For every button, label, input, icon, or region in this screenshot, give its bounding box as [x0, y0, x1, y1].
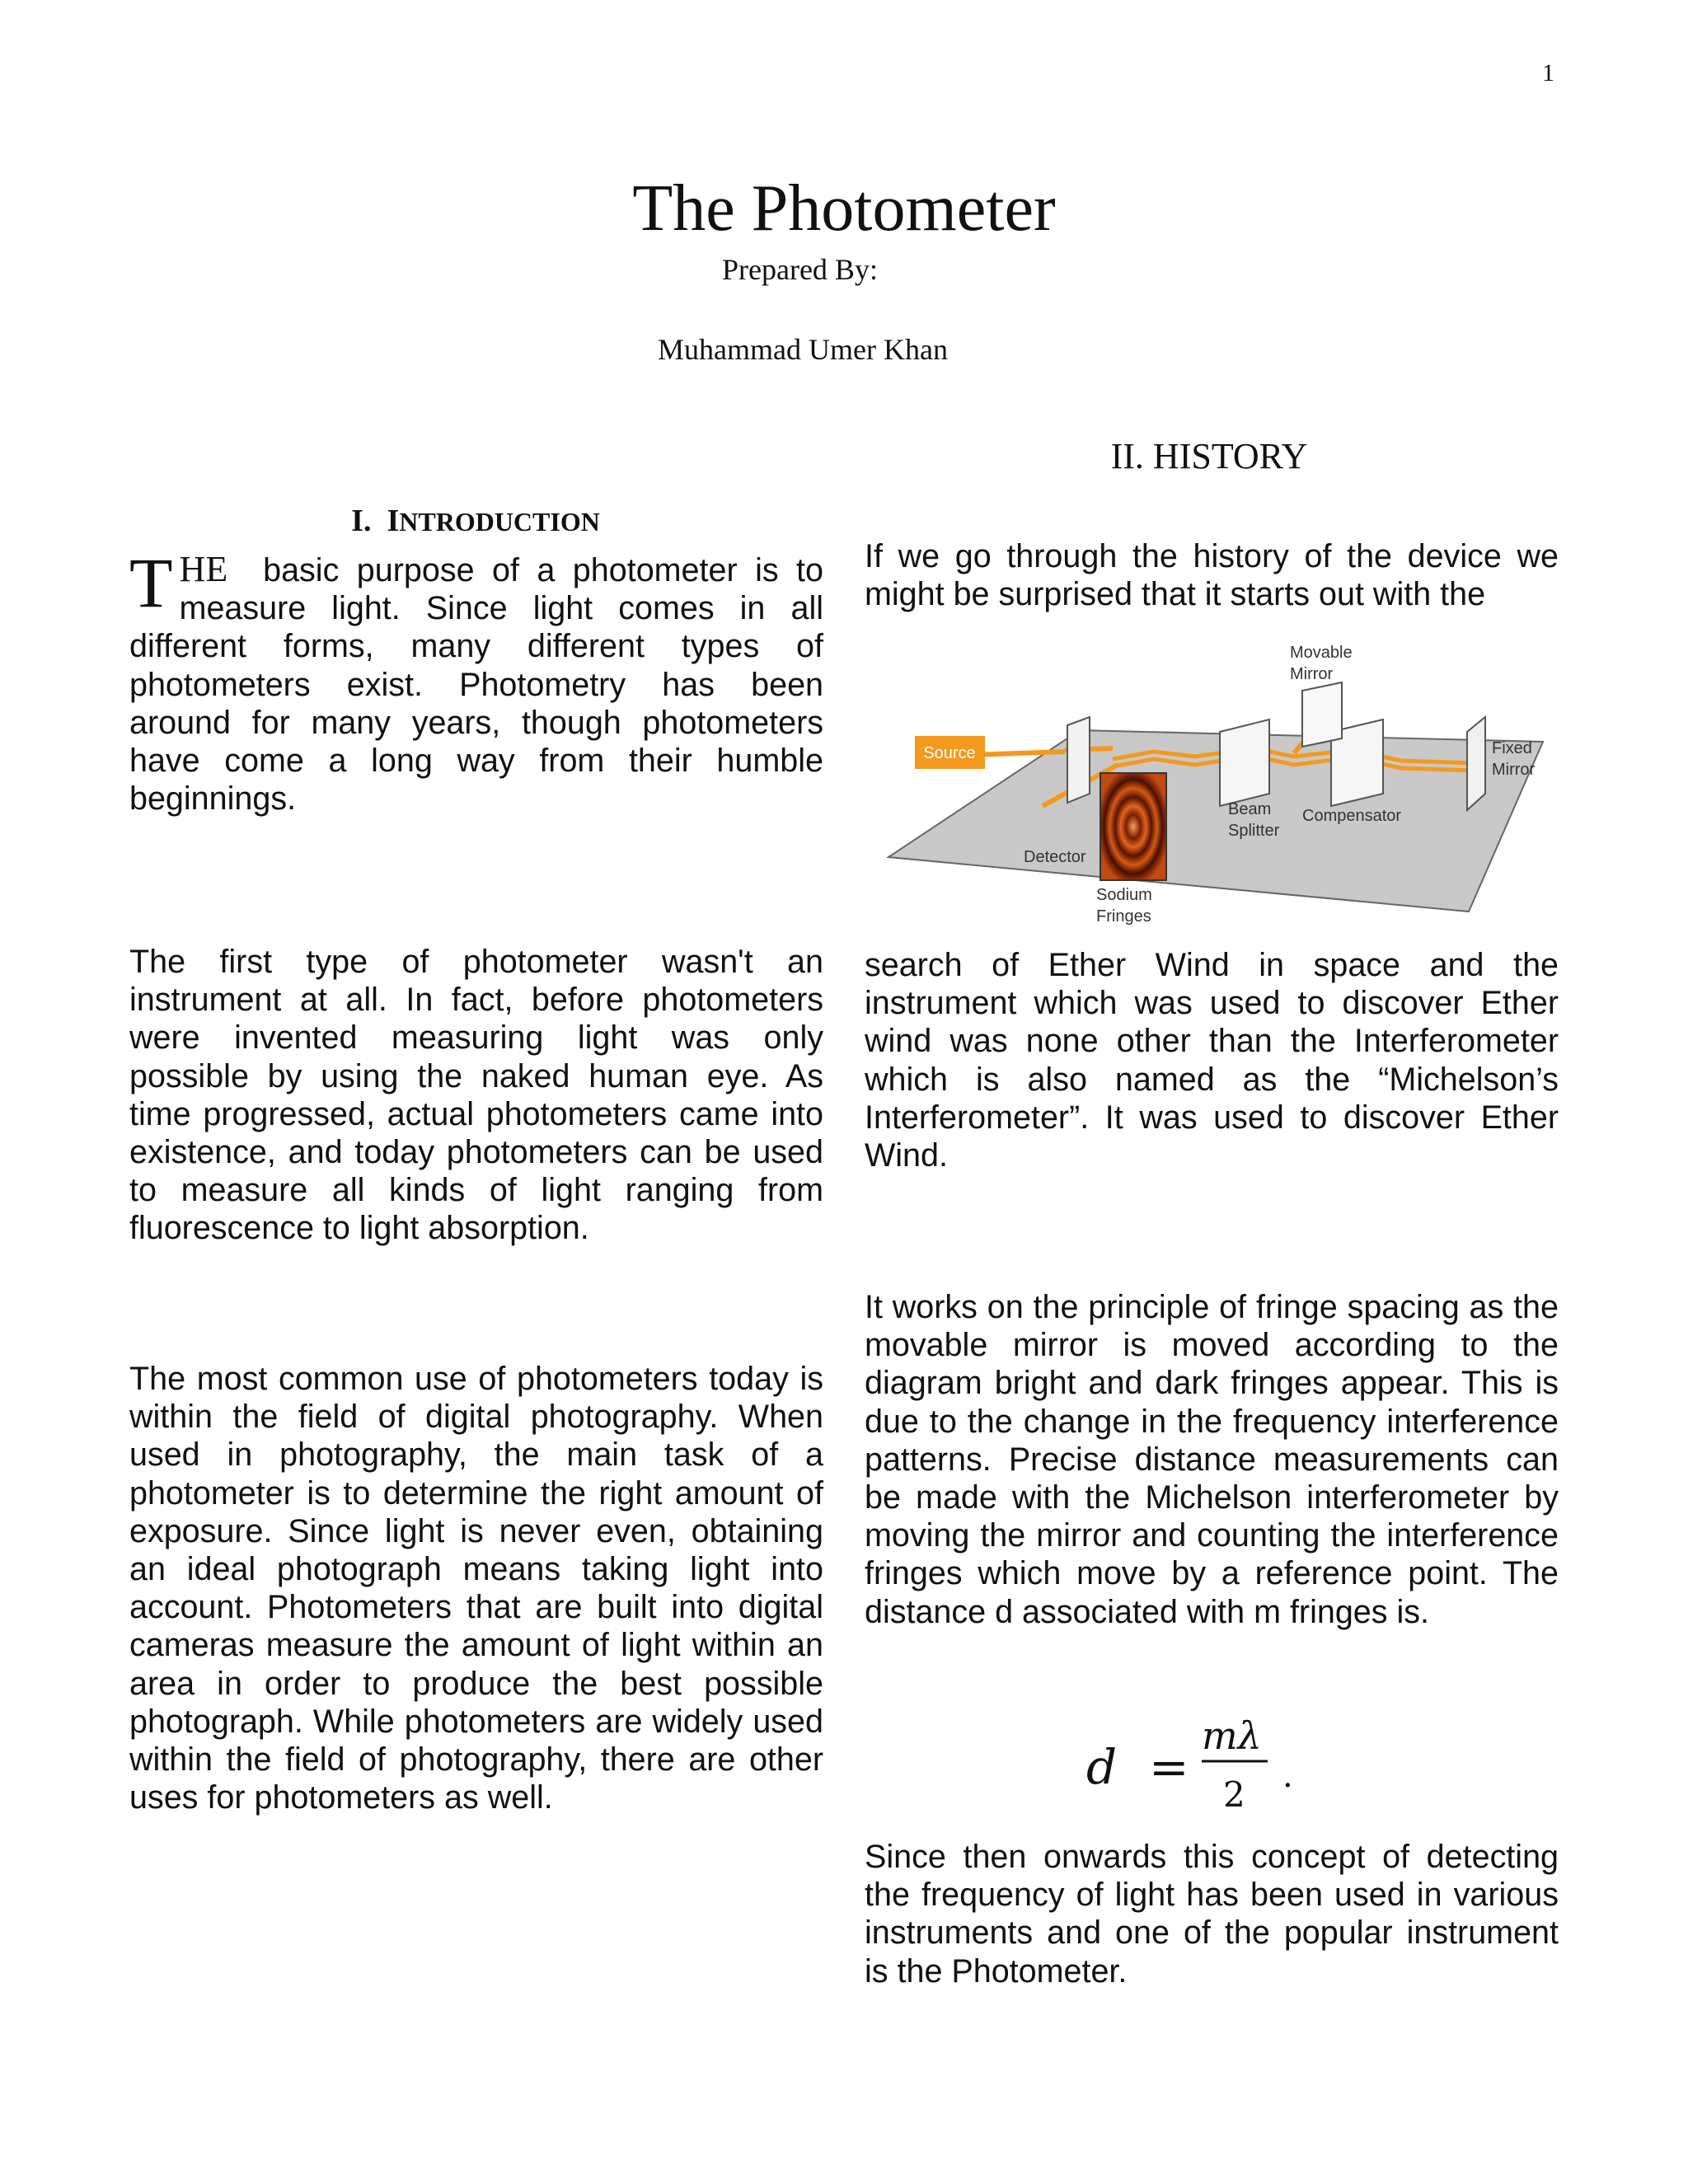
interferometer-diagram: [874, 641, 1558, 938]
intro-paragraph-1-text: basic purpose of a photometer is to measure light. Since light comes in all different forms, many different types of photometers exist. Photometry has been around for many years, though photometers have come a long way from their humble beginnings.: [129, 552, 824, 818]
movable-mirror-label-2: Mirror: [1290, 665, 1334, 683]
equation-denominator: 2: [1223, 1774, 1245, 1815]
movable-mirror-label-1: Movable: [1290, 644, 1353, 662]
fixed-mirror-plate: [1467, 717, 1485, 810]
beam-splitter-label-2: Splitter: [1228, 822, 1280, 840]
drop-cap: T: [129, 543, 173, 622]
prepared-by-label: Prepared By:: [722, 253, 878, 286]
history-paragraph-2: search of Ether Wind in space and the instrument which was used to discover Ether wind was none other than the Interferometer which is also named as the “Michelson’s Interferometer”. It was used to discover Ether Wind.: [865, 947, 1559, 1174]
movable-mirror-plate: [1302, 682, 1342, 747]
intro-paragraph-1: [129, 543, 824, 818]
intro-paragraph-2: The first type of photometer wasn't an instrument at all. In fact, before photometers were invented measuring light was only possible by using the naked human eye. As time progressed, actual photometers came into existence, and today photometers can be used to measure all kinds of light ranging from fluorescence to light absorption.: [129, 944, 823, 1247]
plate-1: [1067, 717, 1090, 803]
equation-lhs: d: [1086, 1739, 1118, 1795]
sodium-fringes-label-2: Fringes: [1096, 907, 1151, 926]
compensator-label: Compensator: [1302, 807, 1402, 825]
sodium-fringes-label-1: Sodium: [1096, 886, 1152, 904]
beam-splitter-plate: [1220, 719, 1269, 806]
history-paragraph-1: If we go through the history of the device we might be surprised that it starts out with the: [865, 538, 1559, 613]
fixed-mirror-label-2: Mirror: [1492, 761, 1536, 779]
source-label: Source: [923, 744, 976, 762]
paper-title: The Photometer: [632, 172, 1056, 245]
heading-small-caps: NTRODUCTION: [399, 507, 600, 537]
beam-splitter-label-1: Beam: [1228, 800, 1272, 818]
author-name: Muhammad Umer Khan: [658, 333, 948, 366]
equation-numerator: mλ: [1202, 1713, 1262, 1758]
equation-distance: [1080, 1708, 1343, 1823]
section-number: I.: [351, 504, 372, 538]
first-word-small-caps: HE: [179, 549, 228, 589]
beam-source: [971, 752, 1065, 755]
history-paragraph-4: Since then onwards this concept of detecting the frequency of light has been used in various instruments and one of the popular instrument is the Photometer.: [865, 1839, 1559, 1990]
section-heading-introduction: [129, 503, 822, 539]
page-number: 1: [1542, 59, 1554, 87]
diagram-platform: [889, 730, 1543, 912]
history-paragraph-3: It works on the principle of fringe spacing as the movable mirror is moved according to the diagram bright and dark fringes appear. This is due to the change in the frequency interference patterns. Precise distance measurements can be made with the Michelson interferometer by moving the mirror and counting the interference fringes which move by a reference point. The distance d associated with m fringes is.: [865, 1289, 1559, 1630]
fixed-mirror-label-1: Fixed: [1492, 739, 1532, 757]
detector-fringes: [1100, 773, 1166, 880]
intro-paragraph-3: The most common use of photometers today is within the field of digital photography. When used in photography, the main task of a photometer is to determine the right amount of exposure. Since light is never even, obtaining an ideal photograph means taking light into account. Photometers that are built into digital cameras measure the amount of light within an area in order to produce the best possible photograph. While photometers are widely used within the field of photography, there are other uses for photometers as well.: [129, 1361, 823, 1816]
detector-label: Detector: [1024, 848, 1086, 866]
equation-period: .: [1282, 1757, 1293, 1795]
section-heading-history: II. HISTORY: [1110, 436, 1308, 476]
heading-first-letter: I: [387, 504, 400, 538]
equation-equals: =: [1149, 1739, 1189, 1795]
